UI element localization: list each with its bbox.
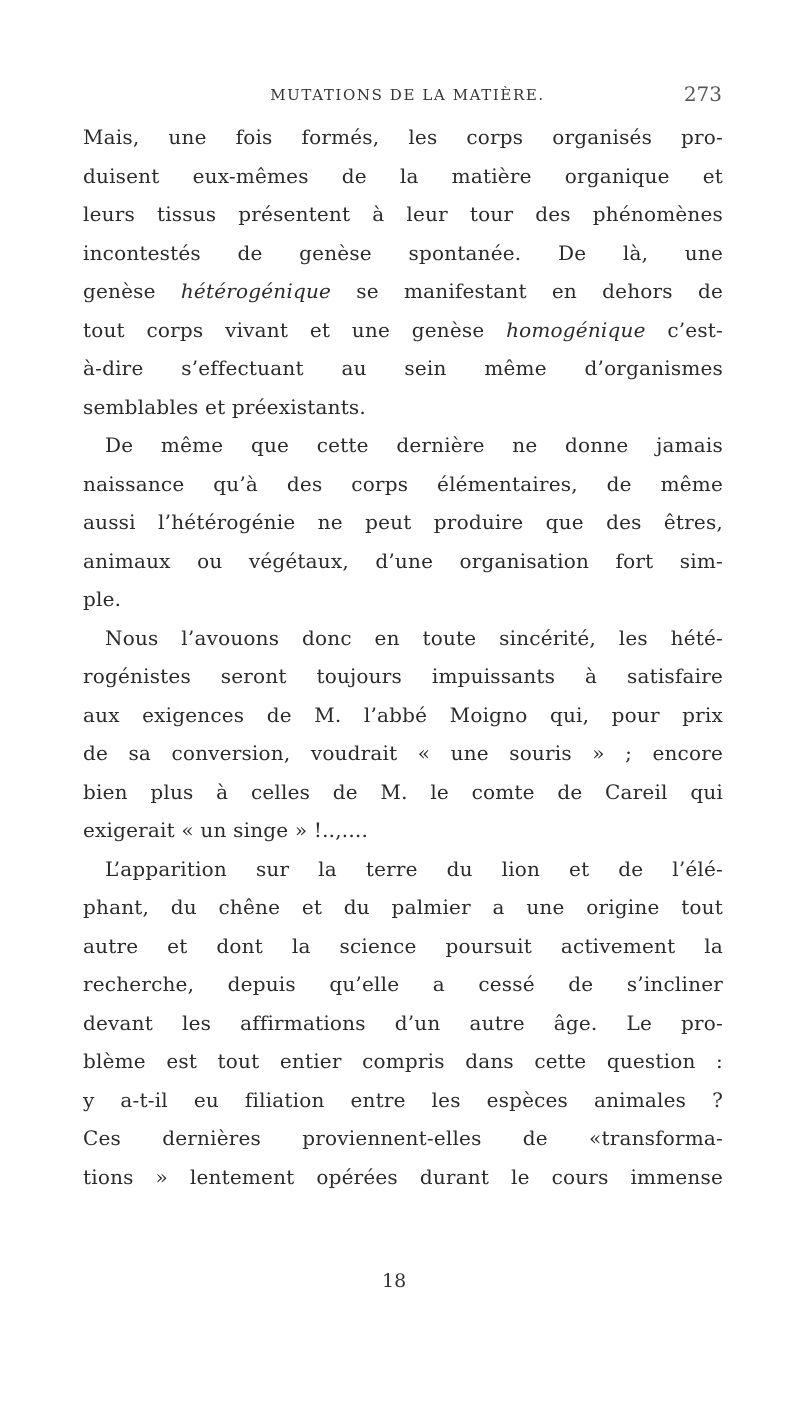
text-line: blème est tout entier compris dans cette question : <box>83 1049 723 1073</box>
text-line: exigerait « un singe » !..,.... <box>83 818 369 842</box>
text-line: L’apparition sur la terre du lion et de l’élé- <box>105 856 723 881</box>
text-line: De même que cette dernière ne donne jamais <box>105 433 723 457</box>
text-line: Nous l’avouons donc en toute sincérité, les hété- <box>105 625 723 650</box>
text-line: Mais, une fois formés, les corps organisés pro- <box>83 125 723 149</box>
running-head: MUTATIONS DE LA MATIÈRE. <box>270 86 545 104</box>
italic-term: homogénique <box>506 317 646 342</box>
text-line: y a-t-il eu filiation entre les espèces animales ? <box>83 1087 723 1112</box>
text-span: genèse <box>83 279 181 303</box>
text-line: semblables et préexistants. <box>83 394 366 419</box>
text-line: aussi l’hétérogénie ne peut produire que des êtres, <box>83 510 723 534</box>
text-line: autre et dont la science poursuit activement la <box>83 933 723 958</box>
text-line: recherche, depuis qu’elle a cessé de s’incliner <box>83 972 723 996</box>
text-line: naissance qu’à des corps élémentaires, de même <box>83 471 723 496</box>
text-line: tions » lentement opérées durant le cours immense <box>83 1164 723 1189</box>
text-line: leurs tissus présentent à leur tour des phénomènes <box>83 202 723 226</box>
body-text <box>83 118 723 1196</box>
text-line: devant les affirmations d’un autre âge. Le pro- <box>83 1010 723 1035</box>
signature-mark: 18 <box>382 1270 407 1292</box>
text-line: incontestés de genèse spontanée. De là, une <box>83 240 723 265</box>
text-line: rogénistes seront toujours impuissants à satisfaire <box>83 664 723 688</box>
text-span: tout corps vivant et une genèse <box>83 317 507 342</box>
italic-term: hétérogénique <box>180 279 332 303</box>
text-span: se manifestant en dehors de <box>331 279 723 303</box>
text-line: de sa conversion, voudrait « une souris » ; encore <box>83 741 723 765</box>
text-line: duisent eux-mêmes de la matière organique et <box>83 163 723 188</box>
text-line: à-dire s’effectuant au sein même d’organismes <box>83 356 723 380</box>
text-line: Ces dernières proviennent-elles de «transforma- <box>83 1126 723 1150</box>
text-line <box>83 272 723 311</box>
text-line: animaux ou végétaux, d’une organisation fort sim- <box>83 548 723 573</box>
page-number: 273 <box>683 82 722 106</box>
text-line: ple. <box>83 587 122 611</box>
text-line: aux exigences de M. l’abbé Moigno qui, pour prix <box>83 702 723 727</box>
text-span: c’est- <box>645 317 723 342</box>
text-line <box>83 311 723 350</box>
text-line: phant, du chêne et du palmier a une origine tout <box>83 895 723 919</box>
text-line: bien plus à celles de M. le comte de Careil qui <box>83 779 723 804</box>
